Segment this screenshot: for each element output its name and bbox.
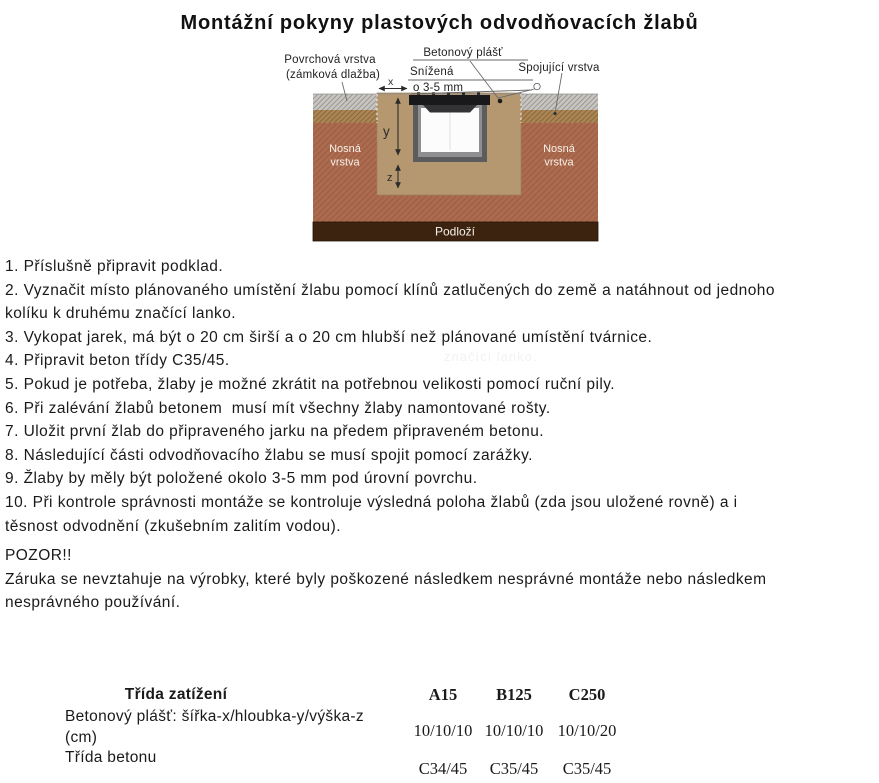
label-subsoil: Podloží (434, 224, 476, 239)
warning-block (5, 544, 877, 615)
label-surface-layer-line2: (zámková dlažba) (286, 69, 380, 81)
instruction-line-6: 6. Při zalévání žlabů betonem musí mít všechny žlaby namontované rošty. (5, 399, 551, 417)
table-header-label: Třída zatížení (124, 686, 228, 703)
table-col-c250: C250 (568, 685, 606, 704)
table-row2-value-b125: C35/45 (489, 759, 539, 778)
load-class-table (40, 684, 660, 783)
instructions-list (5, 255, 877, 538)
grate (409, 95, 490, 105)
warning-line-2: nesprávného používání. (5, 594, 181, 612)
instruction-line-10: 10. Při kontrole správnosti montáže se kontroluje výsledná poloha žlabů (zda jsou uložené rovně) a i (5, 493, 738, 511)
paving-layer-left (313, 94, 377, 110)
bedding-layer-right (521, 110, 598, 123)
dim-y-label: y (383, 124, 390, 139)
instruction-line-4: 4. Připravit beton třídy C35/45. (5, 352, 230, 370)
label-bearing-right-line2: vrstva (544, 156, 574, 169)
table-row2-label: Třída betonu (65, 749, 157, 766)
label-lowered-mm: o 3-5 mm (413, 82, 464, 94)
dim-z-label: z (387, 172, 393, 184)
cross-section-drawing (278, 44, 618, 249)
label-lowered: Snížená (410, 66, 454, 78)
instruction-line-10b: těsnost odvodnění (zkušebním zalitím vodou). (5, 517, 341, 535)
page-title: Montážní pokyny plastových odvodňovacích žlabů (180, 12, 699, 34)
table-row1-label-line2: (cm) (65, 728, 98, 746)
table-row1-value-c250: 10/10/20 (557, 721, 617, 740)
instruction-line-2b: kolíku k druhému značící lanko. (5, 305, 237, 323)
instruction-line-1: 1. Příslušně připravit podklad. (5, 258, 224, 275)
leader-dot-joining (553, 112, 556, 115)
table-row1-value-b125: 10/10/10 (484, 721, 544, 740)
paving-layer-right (521, 94, 598, 110)
leader-loop (534, 83, 540, 89)
warning-heading: POZOR!! (5, 547, 72, 564)
label-bearing-right-line1: Nosná (543, 143, 575, 155)
table-row2-value-a15: C34/45 (418, 759, 468, 778)
label-concrete-jacket: Betonový plášť (423, 47, 503, 59)
instruction-line-8: 8. Následující části odvodňovacího žlabu se musí spojit pomocí zarážky. (5, 446, 533, 464)
bedding-layer-left (313, 110, 377, 123)
instruction-line-9: 9. Žlaby by měly být položené okolo 3-5 mm pod úrovní povrchu. (5, 470, 478, 488)
label-bearing-left-line2: vrstva (330, 156, 360, 169)
table-col-a15: A15 (428, 685, 458, 704)
table-row1-value-a15: 10/10/10 (413, 721, 473, 740)
instruction-line-3: 3. Vykopat jarek, má být o 20 cm širší a o 20 cm hlubší než plánované umístění tvárnice. (5, 328, 653, 346)
table-row1-label (65, 707, 413, 748)
installation-diagram (278, 44, 618, 249)
dim-x-label: x (388, 76, 394, 88)
leader-dot-concrete (498, 99, 503, 104)
label-surface-layer-line1: Povrchová vrstva (284, 54, 376, 66)
table-col-b125: B125 (496, 685, 532, 704)
grate-lip (423, 105, 477, 113)
label-joining-layer: Spojující vrstva (518, 62, 600, 74)
label-bearing-left-line1: Nosná (329, 143, 361, 155)
watermark-ghost: značící lanko. (444, 349, 538, 364)
instruction-line-7: 7. Uložit první žlab do připraveného jarku na předem připraveném betonu. (5, 423, 545, 441)
table-row1-label-line1: Betonový plášť: šířka-x/hloubka-y/výška-z (65, 708, 364, 725)
warning-line-1: Záruka se nevztahuje na výrobky, které byly poškozené následkem nesprávné montáže nebo následkem (5, 570, 767, 588)
instruction-line-5: 5. Pokud je potřeba, žlaby je možné zkrátit na potřebnou velikosti pomocí ruční pily. (5, 375, 616, 393)
table-row2-value-c250: C35/45 (562, 759, 612, 778)
instruction-line-2: 2. Vyznačit místo plánovaného umístění žlabu pomocí klínů zatlučených do země a natáhnout od jednoho (5, 281, 775, 299)
